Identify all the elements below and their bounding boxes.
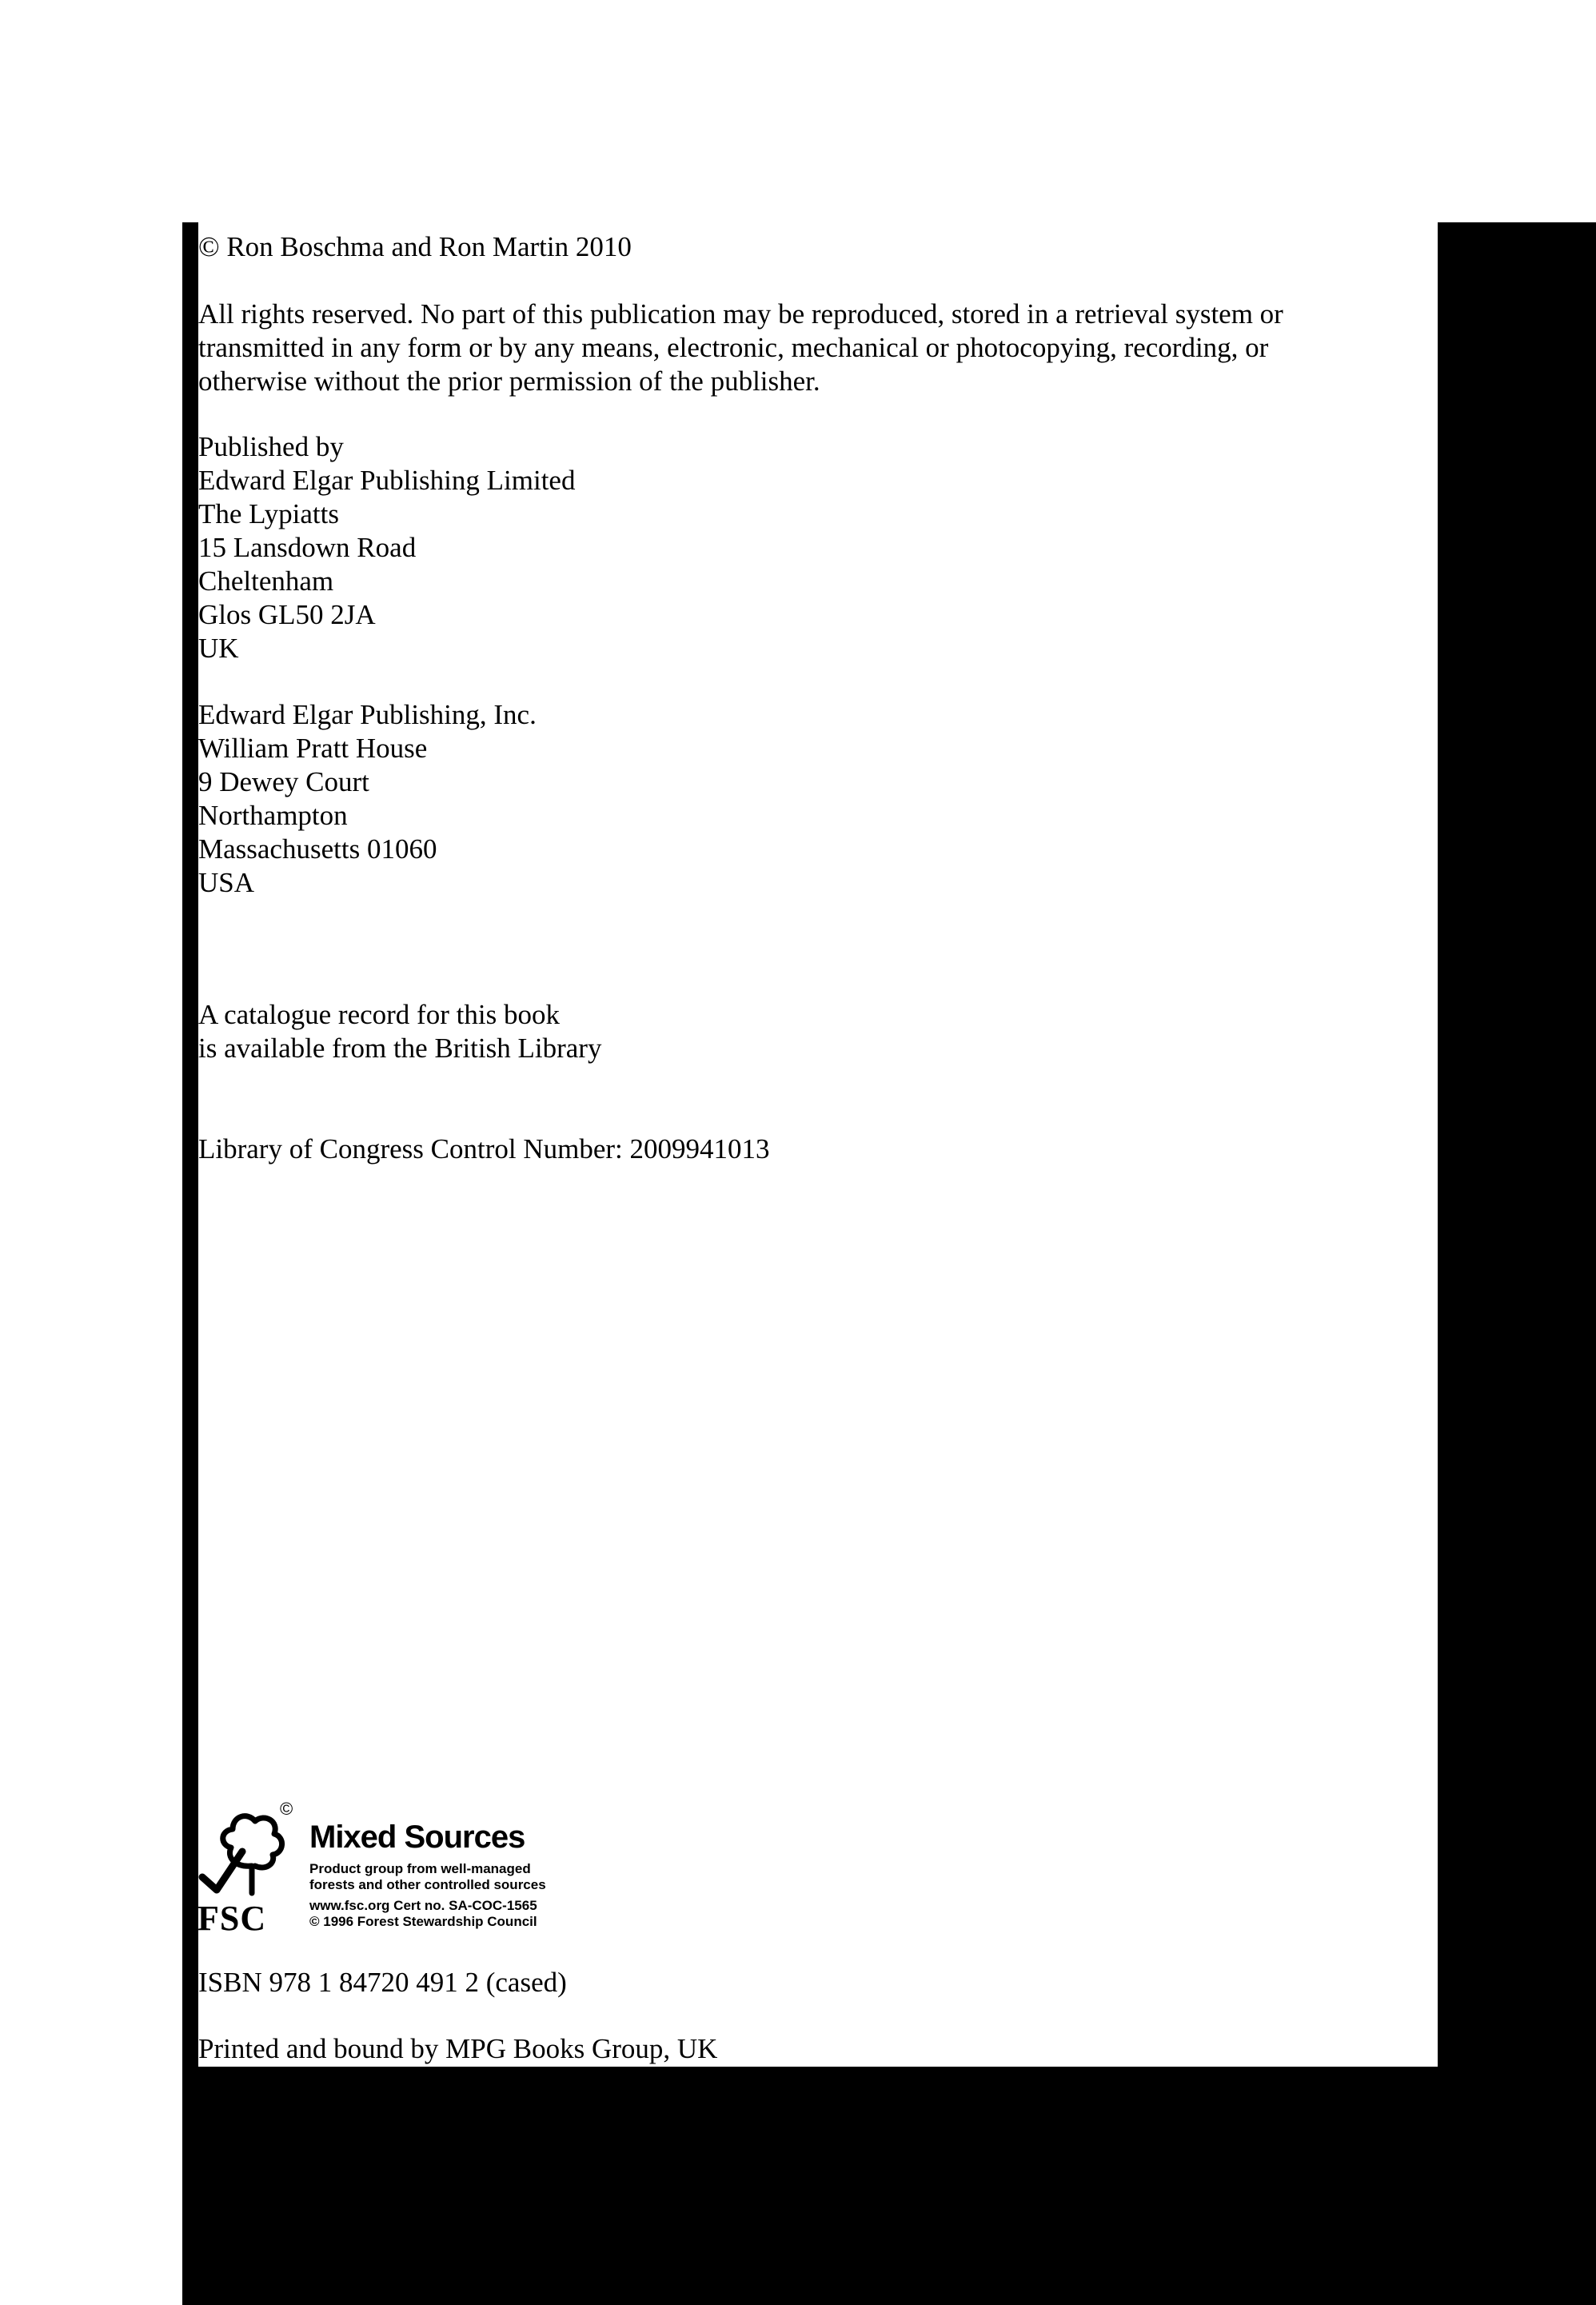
catalogue-record <box>198 998 601 1065</box>
fsc-line: © 1996 Forest Stewardship Council <box>309 1914 537 1929</box>
copyright-notice <box>198 230 632 264</box>
rights-line: transmitted in any form or by any means, electronic, mechanical or photocopying, recording, or <box>198 332 1269 363</box>
isbn <box>198 1966 567 1999</box>
printer-line: Printed and bound by MPG Books Group, UK <box>198 2033 718 2064</box>
publisher-us-address <box>198 698 537 900</box>
address-line: Massachusetts 01060 <box>198 833 437 865</box>
address-line: 15 Lansdown Road <box>198 532 417 563</box>
fsc-tree-check-icon <box>196 1804 292 1900</box>
address-line: Glos GL50 2JA <box>198 599 376 630</box>
scan-border-bottom <box>182 2067 1596 2305</box>
catalogue-line: is available from the British Library <box>198 1033 602 1064</box>
address-line: Cheltenham <box>198 565 334 597</box>
address-line: UK <box>198 633 239 664</box>
fsc-title: Mixed Sources <box>309 1820 525 1855</box>
fsc-wordmark: FSC <box>198 1899 267 1938</box>
address-line: USA <box>198 867 255 898</box>
fsc-line: www.fsc.org Cert no. SA-COC-1565 <box>309 1898 537 1913</box>
printer-credit <box>198 2032 717 2066</box>
fsc-line: forests and other controlled sources <box>309 1877 546 1892</box>
catalogue-line: A catalogue record for this book <box>198 999 560 1030</box>
copyright-line: © Ron Boschma and Ron Martin 2010 <box>198 231 632 262</box>
address-line: Edward Elgar Publishing Limited <box>198 465 576 496</box>
publisher-uk-address <box>198 430 575 665</box>
fsc-registered-mark: © <box>280 1799 293 1819</box>
address-line: William Pratt House <box>198 733 428 764</box>
loc-control-number <box>198 1133 770 1166</box>
fsc-line: Product group from well-managed <box>309 1861 531 1876</box>
rights-line: All rights reserved. No part of this publication may be reproduced, stored in a retrieval system or <box>198 298 1283 330</box>
rights-line: otherwise without the prior permission of the publisher. <box>198 366 820 397</box>
isbn-line: ISBN 978 1 84720 491 2 (cased) <box>198 1967 567 1998</box>
address-line: Edward Elgar Publishing, Inc. <box>198 699 537 730</box>
address-line: 9 Dewey Court <box>198 766 369 797</box>
address-line: The Lypiatts <box>198 498 339 529</box>
loc-control-line: Library of Congress Control Number: 2009941013 <box>198 1133 770 1164</box>
scan-border-right <box>1438 222 1596 2305</box>
rights-statement <box>198 298 1283 398</box>
address-line: Northampton <box>198 800 348 831</box>
scan-border-left <box>182 222 198 2305</box>
fsc-logo <box>196 1799 596 1939</box>
address-line: Published by <box>198 431 344 462</box>
